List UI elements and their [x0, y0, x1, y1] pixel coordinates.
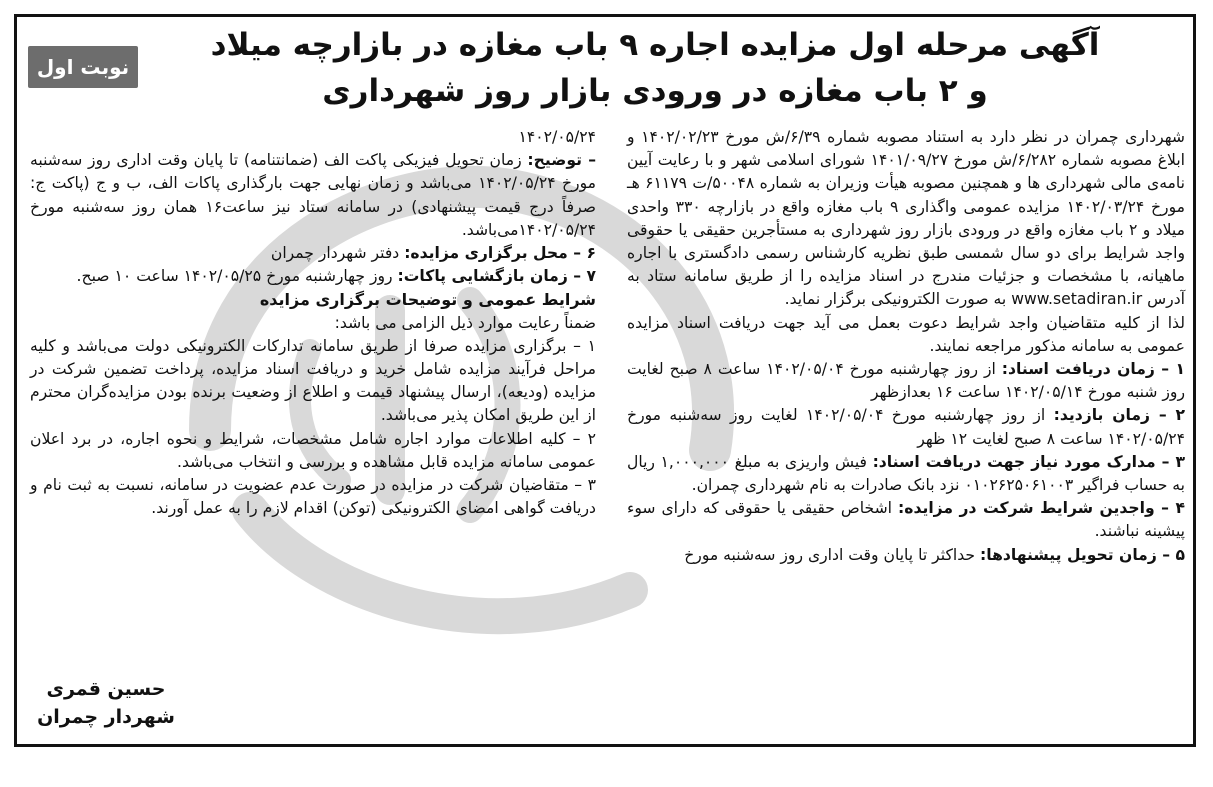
invite-paragraph: لذا از کلیه متقاضیان واجد شرایط دعوت بعمل می آید جهت دریافت اسناد مزایده عمومی به سامانه مذکور مراجعه نمایند.: [627, 313, 1185, 355]
conditions-heading: شرایط عمومی و توضیحات برگزاری مزایده: [259, 290, 596, 310]
note-text: زمان تحویل فیزیکی پاکت الف (ضمانتنامه) تا پایان وقت اداری روز سه‌شنبه مورخ ۱۴۰۲/۰۵/۲۴ می‌باشد و زمان نهایی جهت بارگذاری پاکات الف، ب و ج (پاکت ج: صرفاً درج قیمت پیشنهادی) در سامانه ستاد نیز ساعت۱۶ همان روز سه‌شنبه مورخ ۱۴۰۲/۰۵/۲۴می‌باشد.: [30, 151, 596, 239]
title-line-1: آگهی مرحله اول مزایده اجاره ۹ باب مغازه در بازارچه میلاد: [210, 27, 1100, 63]
signatory-role: شهردار چمران: [37, 706, 175, 728]
item-label: ۷ – زمان بازگشایی پاکات:: [397, 267, 596, 286]
item-text: از روز چهارشنبه مورخ ۱۴۰۲/۰۵/۰۴ لغایت روز سه‌شنبه مورخ ۱۴۰۲/۰۵/۲۴ ساعت ۸ صبح لغایت ۱۲ ظهر: [627, 406, 1185, 448]
note-label: – توضیح:: [527, 151, 596, 170]
item-submission-time: [627, 544, 1185, 567]
item-opening-time: [30, 265, 596, 288]
condition-3: ۳ – متقاضیان شرکت در مزایده در صورت عدم عضویت در سامانه، نسبت به ثبت نام و دریافت گواهی امضای الکترونیکی (توکن) اقدام لازم را به عمل آورند.: [30, 476, 596, 518]
date-continuation: ۱۴۰۲/۰۵/۲۴: [518, 128, 596, 146]
item-label: ۳ – مدارک مورد نیاز جهت دریافت اسناد:: [872, 452, 1185, 471]
item-label: ۶ – محل برگزاری مزایده:: [404, 244, 596, 263]
publication-badge: نوبت اول: [28, 46, 138, 88]
conditions-intro: ضمناً رعایت موارد ذیل الزامی می باشد:: [334, 313, 596, 332]
item-label: ۱ – زمان دریافت اسناد:: [1001, 360, 1185, 379]
notice-title: [150, 22, 1160, 114]
left-column: [30, 126, 596, 520]
item-eligibility: [627, 497, 1185, 543]
item-label: ۵ – زمان تحویل پیشنهادها:: [980, 545, 1185, 564]
item-text: حداکثر تا پایان وقت اداری روز سه‌شنبه مورخ: [684, 545, 980, 564]
item-visit-time: [627, 404, 1185, 450]
right-column: [627, 126, 1185, 567]
intro-paragraph: شهرداری چمران در نظر دارد به استناد مصوبه شماره ۶/۳۹/ش مورخ ۱۴۰۲/۰۲/۲۳ و ابلاغ مصوبه شماره ۶/۲۸۲/ش مورخ ۱۴۰۱/۰۹/۲۷ شورای اسلامی شهر و با رعایت آیین نامه‌ی مالی شهرداری ها و همچنین مصوبه هیأت وزیران به شماره ۵۰۰۴۸/ت ۶۱۱۷۹ هـ مورخ ۱۴۰۲/۰۳/۲۴ مزایده عمومی واگذاری ۹ باب مغازه واقع در بازارچه ۳۳۰ واحدی میلاد و ۲ باب مغازه واقع در ورودی بازار روز شهرداری به مستأجرین حقیقی یا حقوقی واجد شرایط برای دو سال شمسی طبق نظریه کارشناس رسمی دادگستری با اجاره ماهیانه، با مشخصات و جزئیات مندرج در اسناد مزایده را از طریق سامانه ستاد به آدرس www.setadiran.ir به صورت الکترونیکی برگزار نماید.: [627, 128, 1185, 309]
item-text: فیش واریزی به مبلغ ۱,۰۰۰,۰۰۰ ریال به حساب فراگیر ۰۱۰۲۶۲۵۰۶۱۰۰۳ نزد بانک صادرات به نام شهرداری چمران.: [627, 452, 1185, 495]
item-label: ۲ – زمان بازدید:: [1053, 406, 1185, 425]
item-text: از روز چهارشنبه مورخ ۱۴۰۲/۰۵/۰۴ ساعت ۸ صبح لغایت روز شنبه مورخ ۱۴۰۲/۰۵/۱۴ ساعت ۱۶ بعدازظهر: [627, 360, 1185, 402]
item-text: دفتر شهردار چمران: [270, 244, 405, 263]
item-document-time: [627, 358, 1185, 404]
item-text: اشخاص حقیقی یا حقوقی که دارای سوء پیشینه نباشند.: [627, 499, 1185, 541]
signature-block: [36, 675, 176, 731]
item-text: روز چهارشنبه مورخ ۱۴۰۲/۰۵/۲۵ ساعت ۱۰ صبح.: [76, 267, 398, 286]
note-paragraph: [30, 149, 596, 242]
item-venue: [30, 242, 596, 265]
signatory-name: حسین قمری: [46, 678, 166, 700]
condition-1: ۱ – برگزاری مزایده صرفا از طریق سامانه تدارکات الکترونیکی دولت می‌باشد و کلیه مراحل فرآیند مزایده شامل خرید و دریافت اسناد مزایده، پرداخت تضمین شرکت در مزایده (ودیعه)، ارسال پیشنهاد قیمت و اطلاع از وضعیت برنده بودن مزایده‌گران محترم از این طریق امکان پذیر می‌باشد.: [30, 336, 596, 425]
item-required-documents: [627, 451, 1185, 497]
item-label: ۴ – واجدین شرایط شرکت در مزایده:: [898, 499, 1186, 518]
condition-2: ۲ – کلیه اطلاعات موارد اجاره شامل مشخصات، شرایط و نحوه اجاره، در برد اعلان عمومی سامانه مزایده قابل مشاهده و بررسی و انتخاب می‌باشد.: [30, 429, 596, 471]
title-line-2: و ۲ باب مغازه در ورودی بازار روز شهرداری: [322, 73, 988, 109]
